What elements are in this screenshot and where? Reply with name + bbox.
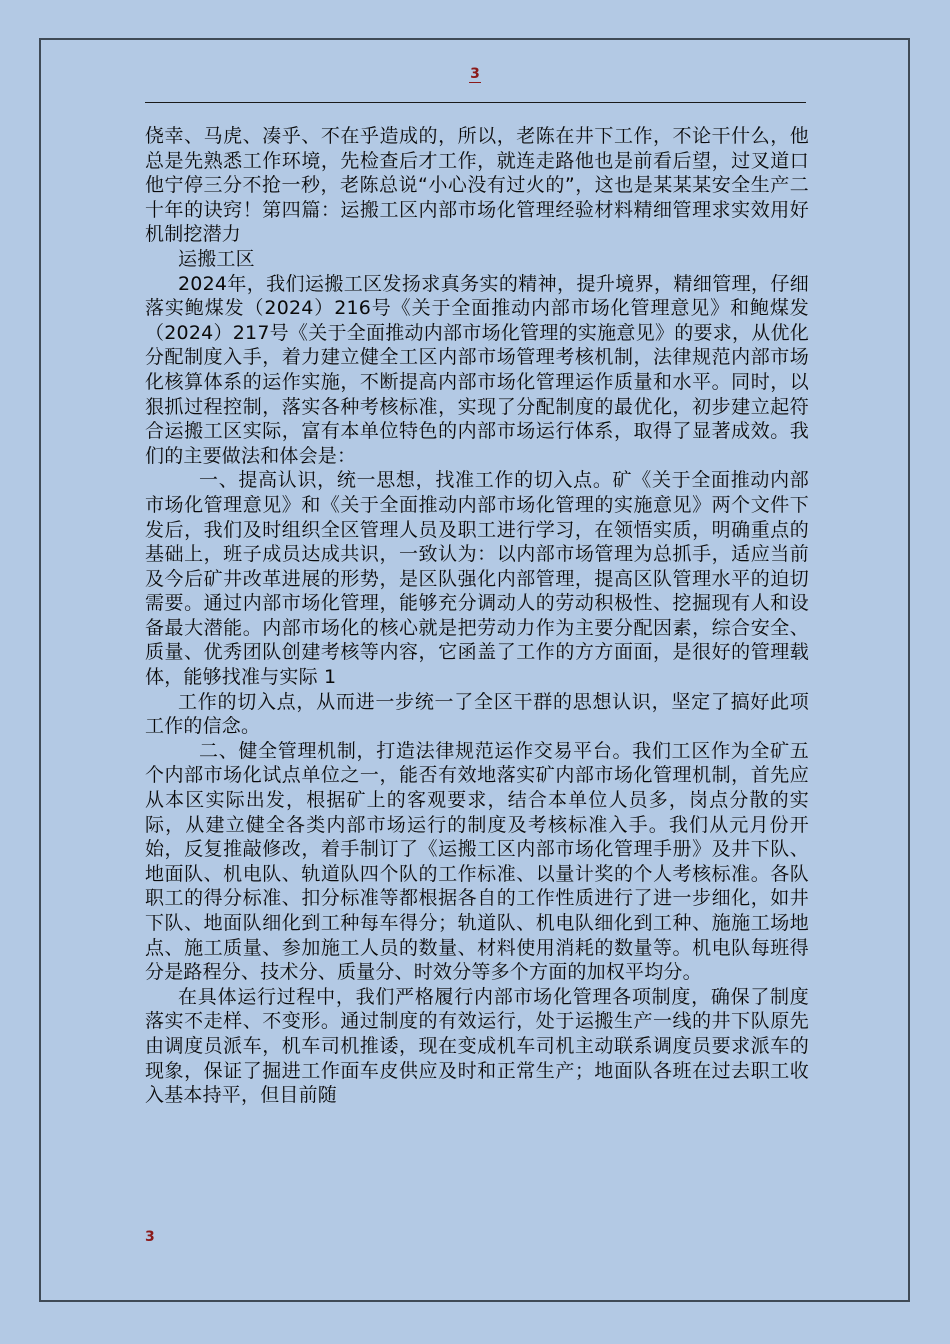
footer-page-number: 3 [145,1229,155,1245]
paragraph-1: 侥幸、马虎、凑乎、不在乎造成的，所以，老陈在井下工作，不论干什么，他总是先熟悉工作环境，先检查后才工作，就连走路他也是前看后望，过叉道口他宁停三分不抢一秒，老陈总说“小心没有过火的”，这也是某某某安全生产二十年的诀窍！第四篇：运搬工区内部市场化管理经验材料精细管理求实效用好机制挖潜力 [145,125,809,246]
paragraph-6: 二、健全管理机制，打造法律规范运作交易平台。我们工区作为全矿五个内部市场化试点单位之一，能否有效地落实矿内部市场化管理机制，首先应从本区实际出发，根据矿上的客观要求，结合本单位人员多，岗点分散的实际，从建立健全各类内部市场运行的制度及考核标准入手。我们从元月份开始，反复推敲修改，着手制订了《运搬工区内部市场化管理手册》及井下队、地面队、机电队、轨道队四个队的工作标准、以量计奖的个人考核标准。各队职工的得分标准、扣分标准等都根据各自的工作性质进行了进一步细化，如井下队、地面队细化到工种每车得分；轨道队、机电队细化到工种、施施工场地点、施工质量、参加施工人员的数量、材料使用消耗的数量等。机电队每班得分是路程分、技术分、质量分、时效分等多个方面的加权平均分。 [145,739,809,984]
header-page-number [0,66,950,82]
paragraph-2-section-label: 运搬工区 [178,247,255,270]
paragraph-4: 一、提高认识，统一思想，找准工作的切入点。矿《关于全面推动内部市场化管理意见》和《关于全面推动内部市场化管理的实施意见》两个文件下发后，我们及时组织全区管理人员及职工进行学习，在领悟实质，明确重点的基础上，班子成员达成共识，一致认为：以内部市场管理为总抓手，适应当前及今后矿井改革进展的形势，是区队强化内部管理，提高区队管理水平的迫切需要。通过内部市场化管理，能够充分调动人的劳动积极性、挖掘现有人和设备最大潜能。内部市场化的核心就是把劳动力作为主要分配因素，综合安全、质量、优秀团队创建考核等内容，它函盖了工作的方方面面，是很好的管理载体，能够找准与实际 1 [145,469,809,689]
header-page-number-text: 3 [470,66,480,82]
header-divider [145,102,806,103]
paragraph-5: 工作的切入点，从而进一步统一了全区干群的思想认识，坚定了搞好此项工作的信念。 [145,690,809,738]
paragraph-7: 在具体运行过程中，我们严格履行内部市场化管理各项制度，确保了制度落实不走样、不变形。通过制度的有效运行，处于运搬生产一线的井下队原先由调度员派车，机车司机推诿，现在变成机车司机主动联系调度员要求派车的现象，保证了掘进工作面车皮供应及时和正常生产；地面队各班在过去职工收入基本持平，但目前随 [145,985,809,1107]
paragraph-3: 2024年，我们运搬工区发扬求真务实的精神，提升境界，精细管理，仔细落实鲍煤发（2024）216号《关于全面推动内部市场化管理意见》和鲍煤发（2024）217号《关于全面推动内部市场化管理的实施意见》的要求，从优化分配制度入手，着力建立健全工区内部市场管理考核机制，法律规范内部市场化核算体系的运作实施，不断提高内部市场化管理运作质量和水平。同时，以狠抓过程控制，落实各种考核标准，实现了分配制度的最优化，初步建立起符合运搬工区实际，富有本单位特色的内部市场运行体系，取得了显著成效。我们的主要做法和体会是： [145,272,809,467]
document-body [145,124,809,1108]
